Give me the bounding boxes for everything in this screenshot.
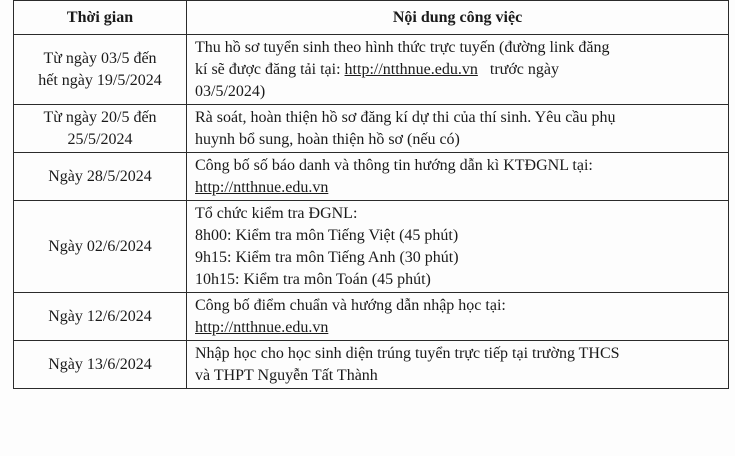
content-line: huynh bổ sung, hoàn thiện hồ sơ (nếu có) (195, 131, 460, 148)
table-header-row (14, 1, 729, 35)
content-text: trước ngày (489, 61, 559, 78)
content-line: Công bố điểm chuẩn và hướng dẫn nhập học tại: (195, 297, 506, 314)
content-text: kí sẽ được đăng tải tại: (195, 61, 341, 78)
time-line: Ngày 02/6/2024 (48, 238, 152, 255)
table-row (14, 201, 729, 293)
table-row (14, 153, 729, 201)
content-line: Nhập học cho học sinh diện trúng tuyển trực tiếp tại trường THCS (195, 345, 620, 362)
admission-schedule-table (13, 0, 729, 389)
content-line: 9h15: Kiểm tra môn Tiếng Anh (30 phút) (195, 249, 459, 266)
content-line: Công bố số báo danh và thông tin hướng dẫn kì KTĐGNL tại: (195, 157, 593, 174)
content-line: Tổ chức kiểm tra ĐGNL: (195, 205, 358, 222)
header-time: Thời gian (14, 1, 187, 35)
time-line: Từ ngày 20/5 đến (43, 109, 157, 126)
row-content-cell (187, 341, 729, 389)
row-time-cell (14, 293, 187, 341)
time-line: 25/5/2024 (67, 131, 133, 148)
row-time-cell (14, 341, 187, 389)
content-line: 8h00: Kiểm tra môn Tiếng Việt (45 phút) (195, 227, 459, 244)
row-time-cell (14, 153, 187, 201)
row-content-cell (187, 293, 729, 341)
table-row (14, 341, 729, 389)
row-time-cell (14, 105, 187, 153)
time-line: Ngày 12/6/2024 (48, 308, 152, 325)
row-content-cell (187, 105, 729, 153)
content-line: 03/5/2024) (195, 83, 266, 100)
time-line: Từ ngày 03/5 đến (43, 50, 157, 67)
row-content-cell (187, 153, 729, 201)
website-link[interactable]: http://ntthnue.edu.vn (195, 179, 329, 196)
row-time-cell (14, 35, 187, 105)
content-line: Thu hồ sơ tuyển sinh theo hình thức trực tuyến (đường link đăng (195, 39, 610, 56)
website-link[interactable]: http://ntthnue.edu.vn (195, 319, 329, 336)
row-content-cell (187, 201, 729, 293)
content-line (195, 59, 720, 81)
time-line: hết ngày 19/5/2024 (38, 72, 162, 89)
header-content: Nội dung công việc (187, 1, 729, 35)
content-line (195, 317, 720, 339)
row-time-cell (14, 201, 187, 293)
content-line: Rà soát, hoàn thiện hồ sơ đăng kí dự thi của thí sinh. Yêu cầu phụ (195, 109, 616, 126)
content-line: 10h15: Kiểm tra môn Toán (45 phút) (195, 271, 431, 288)
content-line: và THPT Nguyễn Tất Thành (195, 367, 378, 384)
row-content-cell (187, 35, 729, 105)
website-link[interactable]: http://ntthnue.edu.vn (344, 61, 478, 78)
time-line: Ngày 13/6/2024 (48, 356, 152, 373)
time-line: Ngày 28/5/2024 (48, 168, 152, 185)
table-row (14, 35, 729, 105)
content-line (195, 177, 720, 199)
table-row (14, 105, 729, 153)
table-row (14, 293, 729, 341)
